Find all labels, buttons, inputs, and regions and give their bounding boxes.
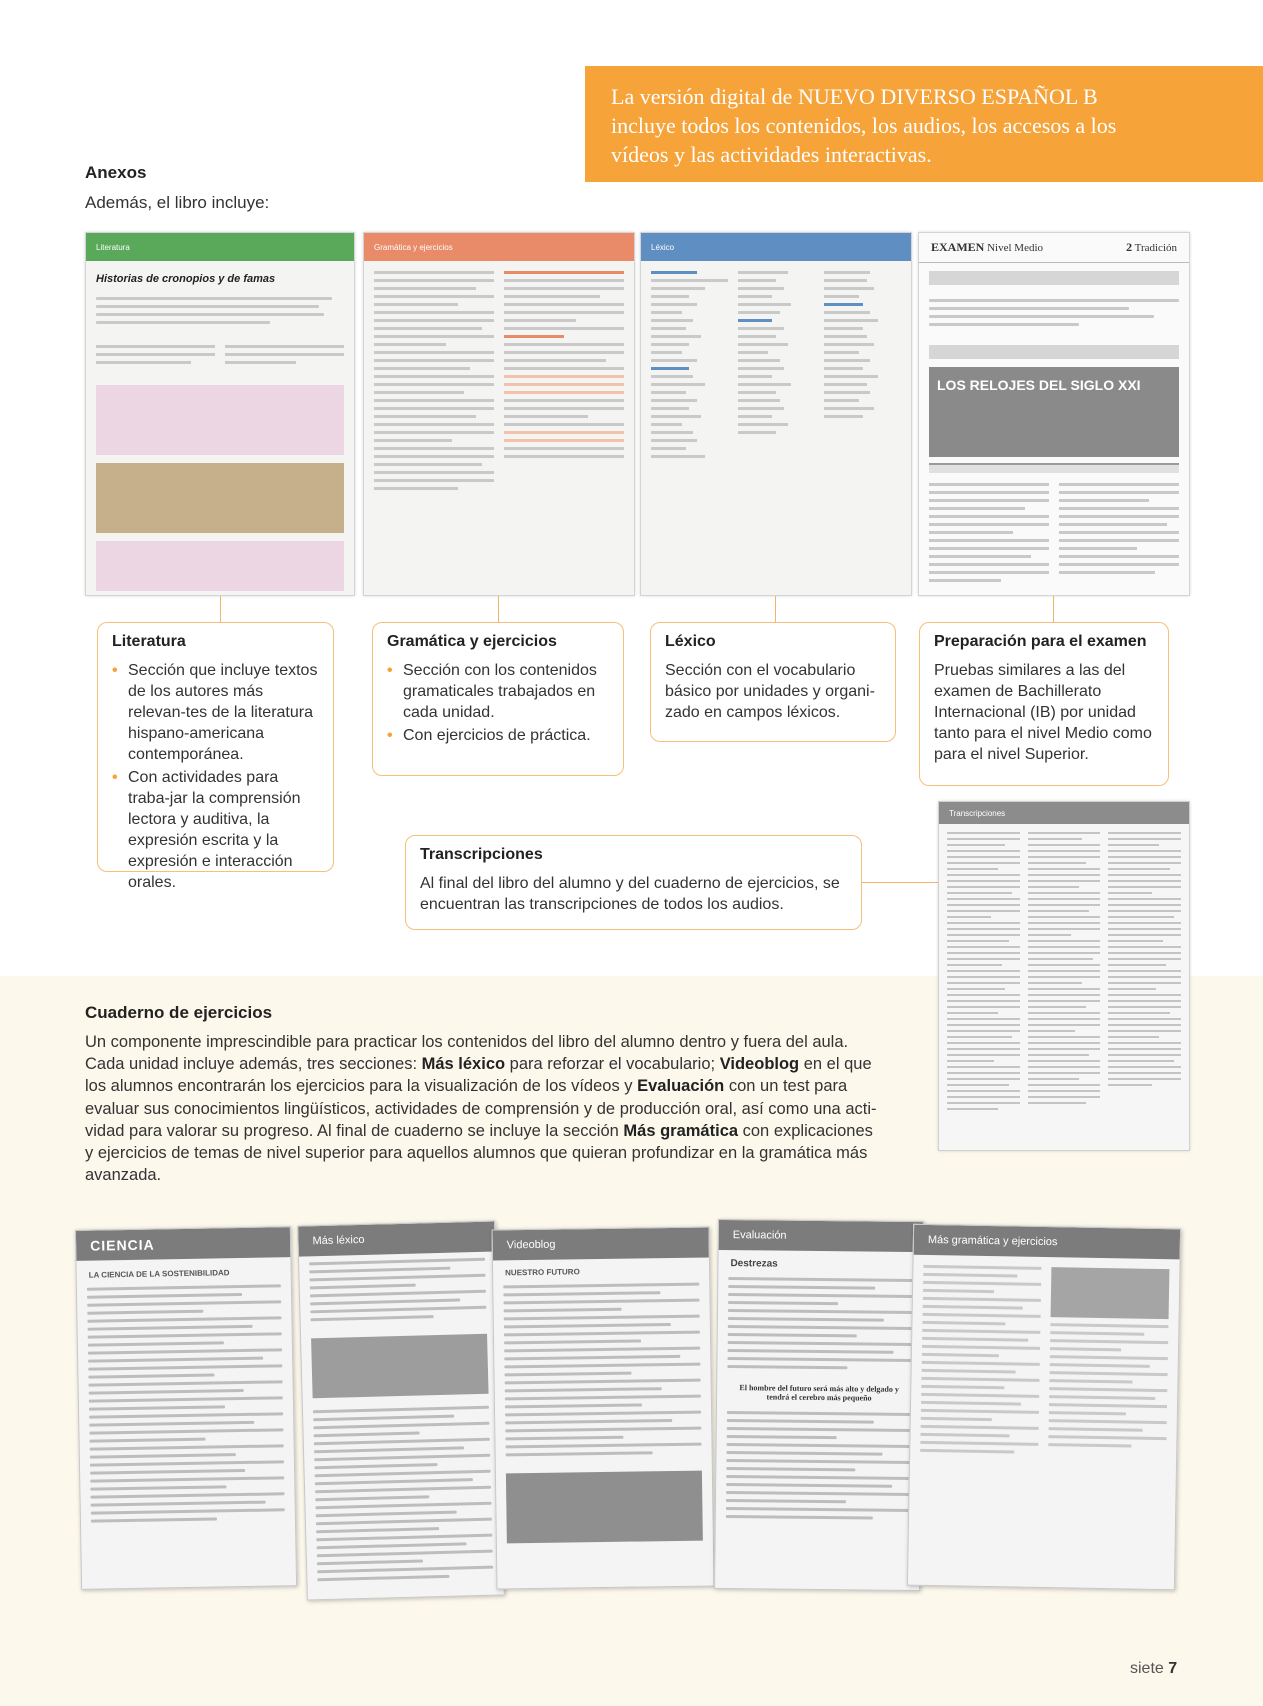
workbook-ciencia-subtitle: LA CIENCIA DE LA SOSTENIBILIDAD — [88, 1268, 230, 1280]
gramatica-item-1: • Sección con los contenidos gramaticales trabajados en cada unidad. — [387, 660, 609, 723]
literatura-item-2: • Con actividades para traba-jar la comprensión lectora y auditiva, la expresión escrita y la expresión e interacción orales. — [112, 767, 319, 893]
workbook-evaluacion-subtitle: Destrezas — [730, 1258, 778, 1270]
thumb-literatura-title: Historias de cronopios y de famas — [96, 273, 276, 285]
transcripciones-box-text: Al final del libro del alumno y del cuaderno de ejercicios, se encuentran las transcripciones de todos los audios. — [420, 875, 840, 913]
thumb-exam-tag: Tradición — [1134, 242, 1177, 254]
gramatica-item-2: • Con ejercicios de práctica. — [387, 725, 609, 746]
thumb-exam-banner: LOS RELOJES DEL SIGLO XXI — [929, 367, 1179, 457]
thumb-literatura-illustration — [96, 463, 344, 533]
thumb-exam-header — [919, 233, 1189, 263]
gramatica-info-box — [372, 622, 624, 776]
banner-line-2: incluye todos los contenidos, los audios, los accesos a los — [611, 113, 1117, 138]
cuaderno-heading: Cuaderno de ejercicios — [85, 1003, 273, 1022]
thumb-literatura-box — [96, 385, 344, 455]
workbook-page-ciencia — [75, 1226, 297, 1590]
thumb-exam-number: 2 — [1126, 240, 1133, 254]
workbook-page-evaluacion — [714, 1219, 924, 1591]
thumb-literatura-glossary — [96, 541, 344, 591]
workbook-mas-lexico-header: Más léxico — [298, 1221, 495, 1256]
thumb-exam-label: EXAMEN — [931, 240, 985, 254]
workbook-ciencia-header: CIENCIA — [76, 1227, 290, 1261]
transcripciones-page-thumbnail — [938, 801, 1190, 1151]
thumb-header-transcripciones: Transcripciones — [939, 802, 1189, 824]
examen-info-box — [919, 622, 1169, 786]
transcripciones-box-title: Transcripciones — [420, 846, 543, 863]
workbook-videoblog-subtitle: NUESTRO FUTURO — [505, 1267, 580, 1278]
gramatica-page-thumbnail — [363, 232, 635, 596]
banner-line-3: vídeos y las actividades interactivas. — [611, 142, 932, 167]
digital-version-banner — [585, 66, 1263, 182]
lexico-page-thumbnail — [640, 232, 912, 596]
lexico-box-text: Sección con el vocabulario básico por unidades y organi-zado en campos léxicos. — [665, 662, 875, 721]
thumb-header-lexico: Léxico — [641, 233, 911, 261]
lexico-box-title: Léxico — [665, 633, 716, 650]
literatura-page-thumbnail — [85, 232, 355, 596]
page-number: siete 7 — [1130, 1660, 1178, 1677]
literatura-item-1: • Sección que incluye textos de los autores más relevan-tes de la literatura hispano-americana contemporánea. — [112, 660, 319, 765]
mas-gramatica-label: Más gramática — [623, 1121, 739, 1140]
thumb-header-literatura: Literatura — [86, 233, 354, 261]
examen-page-thumbnail — [918, 232, 1190, 596]
workbook-page-videoblog — [491, 1226, 714, 1589]
videoblog-label: Videoblog — [719, 1055, 800, 1074]
workbook-page-mas-lexico — [297, 1220, 505, 1600]
workbook-mas-gramatica-header: Más gramática y ejercicios — [914, 1225, 1180, 1260]
transcripciones-info-box — [405, 835, 862, 930]
anexos-heading: Anexos — [85, 163, 147, 182]
thumb-header-gramatica: Gramática y ejercicios — [364, 233, 634, 261]
workbook-page-mas-gramatica — [907, 1224, 1181, 1591]
workbook-evaluacion-header: Evaluación — [719, 1220, 923, 1252]
mas-lexico-label: Más léxico — [421, 1055, 506, 1074]
examen-box-title: Preparación para el examen — [934, 633, 1147, 650]
examen-box-text: Pruebas similares a las del examen de Bachillerato Internacional (IB) por unidad tanto para el nivel Medio como para el nivel Superior. — [934, 662, 1152, 763]
evaluacion-label: Evaluación — [637, 1077, 725, 1096]
cuaderno-description: Un componente imprescindible para practicar los contenidos del libro del alumno dentro y fuera del aula. Cada unidad incluye además, tres secciones: Más léxico para reforzar el vocabulario; Videoblog en el que los alumnos encontrarán los ejercicios para la visualización de los vídeos y Evaluación con un test para evaluar sus conocimientos lingüísticos, actividades de comprensión y de producción oral, así como una acti-vidad para valorar su progreso. Al final de cuaderno se incluye la sección Más gramática con explicaciones y ejercicios de temas de nivel superior para aquellos alumnos que quieran profundizar en la gramática más avanzada. — [85, 1033, 877, 1185]
lexico-info-box — [650, 622, 896, 742]
literatura-info-box — [97, 622, 334, 891]
workbook-evaluacion-headline: El hombre del futuro será más alto y delgado y tendrá el cerebro más pequeño — [739, 1383, 899, 1403]
literatura-box-title: Literatura — [112, 633, 186, 650]
gramatica-box-title: Gramática y ejercicios — [387, 633, 557, 650]
workbook-videoblog-header: Videoblog — [493, 1228, 709, 1261]
thumb-exam-level: Nivel Medio — [987, 242, 1044, 254]
anexos-subtitle: Además, el libro incluye: — [85, 193, 270, 212]
banner-line-1: La versión digital de NUEVO DIVERSO ESPAÑOL B — [611, 84, 1098, 109]
